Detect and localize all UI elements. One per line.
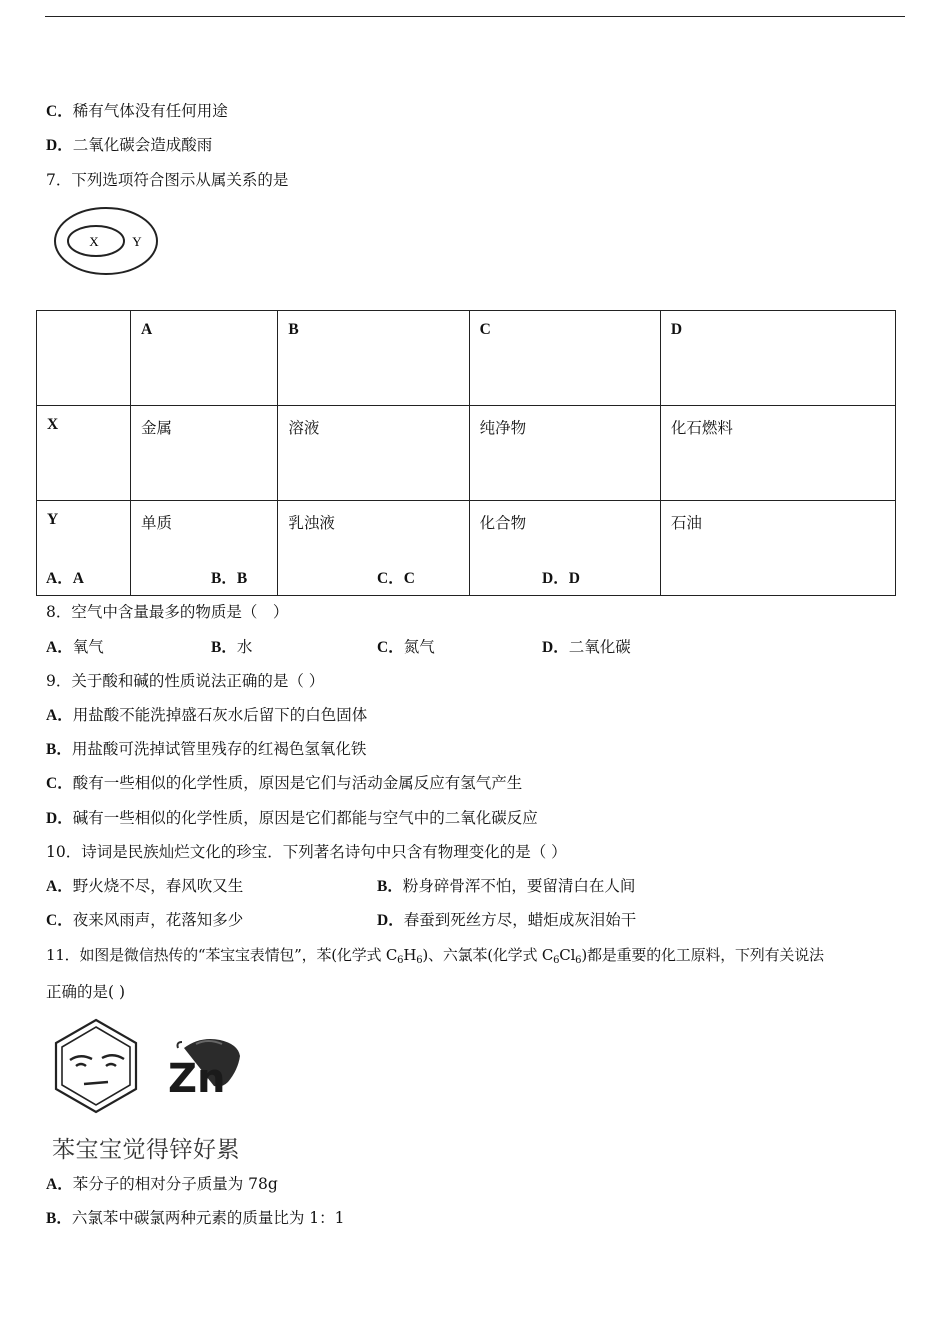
hexagon-inner [62, 1027, 130, 1105]
venn-label-y: Y [132, 234, 142, 249]
table-cell: A [131, 311, 278, 406]
hexagon-outer [56, 1020, 136, 1112]
q8-option-c: C．氮气 [377, 638, 435, 656]
table-cell [37, 311, 131, 406]
q11-option-b: B．六氯苯中碳氯两种元素的质量比为 1：1 [46, 1209, 345, 1227]
right-eyebrow [102, 1055, 124, 1059]
q11-stem-line2: 正确的是( ) [46, 983, 126, 1001]
q7-option-d: D．D [542, 570, 580, 587]
q7-option-b: B．B [211, 570, 248, 587]
q10-option-d: D．春蚕到死丝方尽，蜡炬成灰泪始干 [377, 911, 637, 929]
venn-diagram [52, 204, 164, 278]
q9-option-d: D．碱有一些相似的化学性质，原因是它们都能与空气中的二氧化碳反应 [46, 809, 538, 827]
figure-caption: 苯宝宝觉得锌好累 [52, 1137, 240, 1163]
header-rule [45, 16, 905, 17]
table-cell: 化合物 [469, 501, 660, 596]
q7-option-c: C．C [377, 570, 415, 587]
table-cell: 溶液 [278, 406, 469, 501]
q9-option-a: A．用盐酸不能洗掉盛石灰水后留下的白色固体 [46, 706, 368, 724]
q11-stem: 11．如图是微信热传的“苯宝宝表情包”，苯(化学式 $C_6H_6$)、六氯苯(化学式 $C_6Cl_6$)都是重要的化工原料，下列有关说法 [46, 946, 824, 966]
table-row-x [37, 406, 896, 501]
q8-option-d: D．二氧化碳 [542, 638, 631, 656]
venn-label-x: X [89, 234, 99, 249]
table-row-y [37, 501, 896, 596]
table-cell: 化石燃料 [660, 406, 895, 501]
q6-option-d: D．二氧化碳会造成酸雨 [46, 136, 213, 154]
table-cell: D [660, 311, 895, 406]
mouth [84, 1082, 108, 1084]
table-cell: 金属 [131, 406, 278, 501]
q9-option-c: C．酸有一些相似的化学性质，原因是它们与活动金属反应有氢气产生 [46, 774, 523, 792]
q7-table [36, 310, 896, 596]
q10-option-a: A．野火烧不尽，春风吹又生 [46, 877, 244, 895]
zn-symbol: Zn [168, 1056, 226, 1098]
q6-option-c: C．稀有气体没有任何用途 [46, 102, 228, 120]
table-header-row [37, 311, 896, 406]
q9-option-b: B．用盐酸可洗掉试管里残存的红褐色氢氧化铁 [46, 740, 367, 758]
q8-stem: 8．空气中含量最多的物质是（ ） [46, 603, 289, 621]
table-cell: C [469, 311, 660, 406]
q11-option-a: A．苯分子的相对分子质量为 78g [46, 1175, 278, 1193]
table-cell: Y [37, 501, 131, 596]
q8-option-b: B．水 [211, 638, 253, 656]
left-eye [76, 1064, 86, 1066]
zinc-stone-figure [166, 1036, 248, 1098]
table-cell: X [37, 406, 131, 501]
q7-option-a: A．A [46, 570, 84, 587]
table-cell: B [278, 311, 469, 406]
q10-option-b: B．粉身碎骨浑不怕，要留清白在人间 [377, 877, 636, 895]
left-eyebrow [70, 1056, 92, 1060]
q9-stem: 9．关于酸和碱的性质说法正确的是（ ） [46, 672, 325, 690]
right-eye [106, 1064, 116, 1066]
table-cell: 纯净物 [469, 406, 660, 501]
q8-option-a: A．氧气 [46, 638, 104, 656]
q10-stem: 10．诗词是民族灿烂文化的珍宝．下列著名诗句中只含有物理变化的是（ ） [46, 843, 567, 861]
table-cell: 石油 [660, 501, 895, 596]
q10-option-c: C．夜来风雨声，花落知多少 [46, 911, 244, 929]
table-cell: 乳浊液 [278, 501, 469, 596]
benzene-emoji-figure [48, 1016, 144, 1116]
q7-stem: 7．下列选项符合图示从属关系的是 [46, 171, 289, 189]
table-cell: 单质 [131, 501, 278, 596]
stone-edge [178, 1042, 183, 1048]
